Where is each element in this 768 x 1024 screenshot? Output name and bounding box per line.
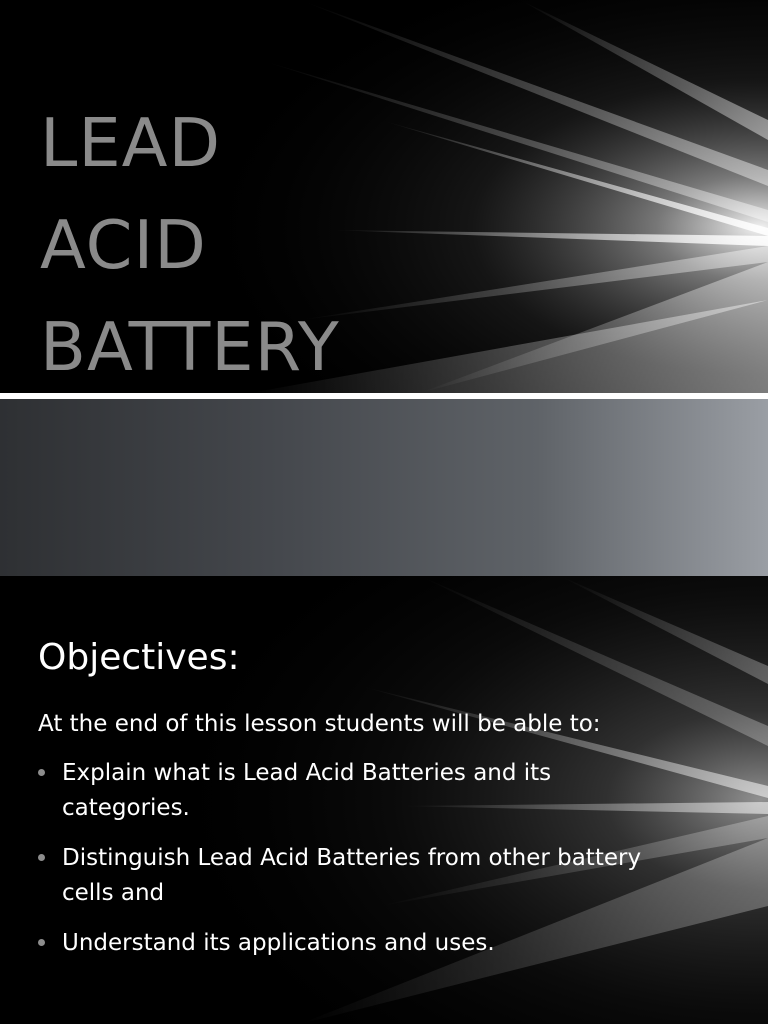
- title-line-2: ACID: [40, 206, 207, 284]
- objective-item-1: [38, 756, 678, 826]
- bullet-dot-icon: [38, 854, 45, 861]
- objective-item-2: [38, 841, 678, 911]
- objective-text: Understand its applications and uses.: [62, 930, 495, 956]
- title-line-3: BATTERY: [40, 308, 340, 386]
- title-slide-band: [0, 399, 768, 576]
- objective-text: Explain what is Lead Acid Batteries and its categories.: [62, 760, 552, 821]
- objectives-heading: Objectives:: [38, 637, 240, 678]
- presentation-title: [40, 92, 340, 393]
- bullet-dot-icon: [38, 769, 45, 776]
- objective-text: Distinguish Lead Acid Batteries from other battery cells and: [62, 845, 642, 906]
- title-slide: [0, 0, 768, 393]
- bullet-dot-icon: [38, 939, 45, 946]
- objectives-slide: [0, 576, 768, 1024]
- objectives-list: [38, 756, 678, 976]
- objective-item-3: [38, 926, 678, 961]
- title-line-1: LEAD: [40, 104, 222, 182]
- objectives-intro: At the end of this lesson students will be able to:: [38, 711, 601, 737]
